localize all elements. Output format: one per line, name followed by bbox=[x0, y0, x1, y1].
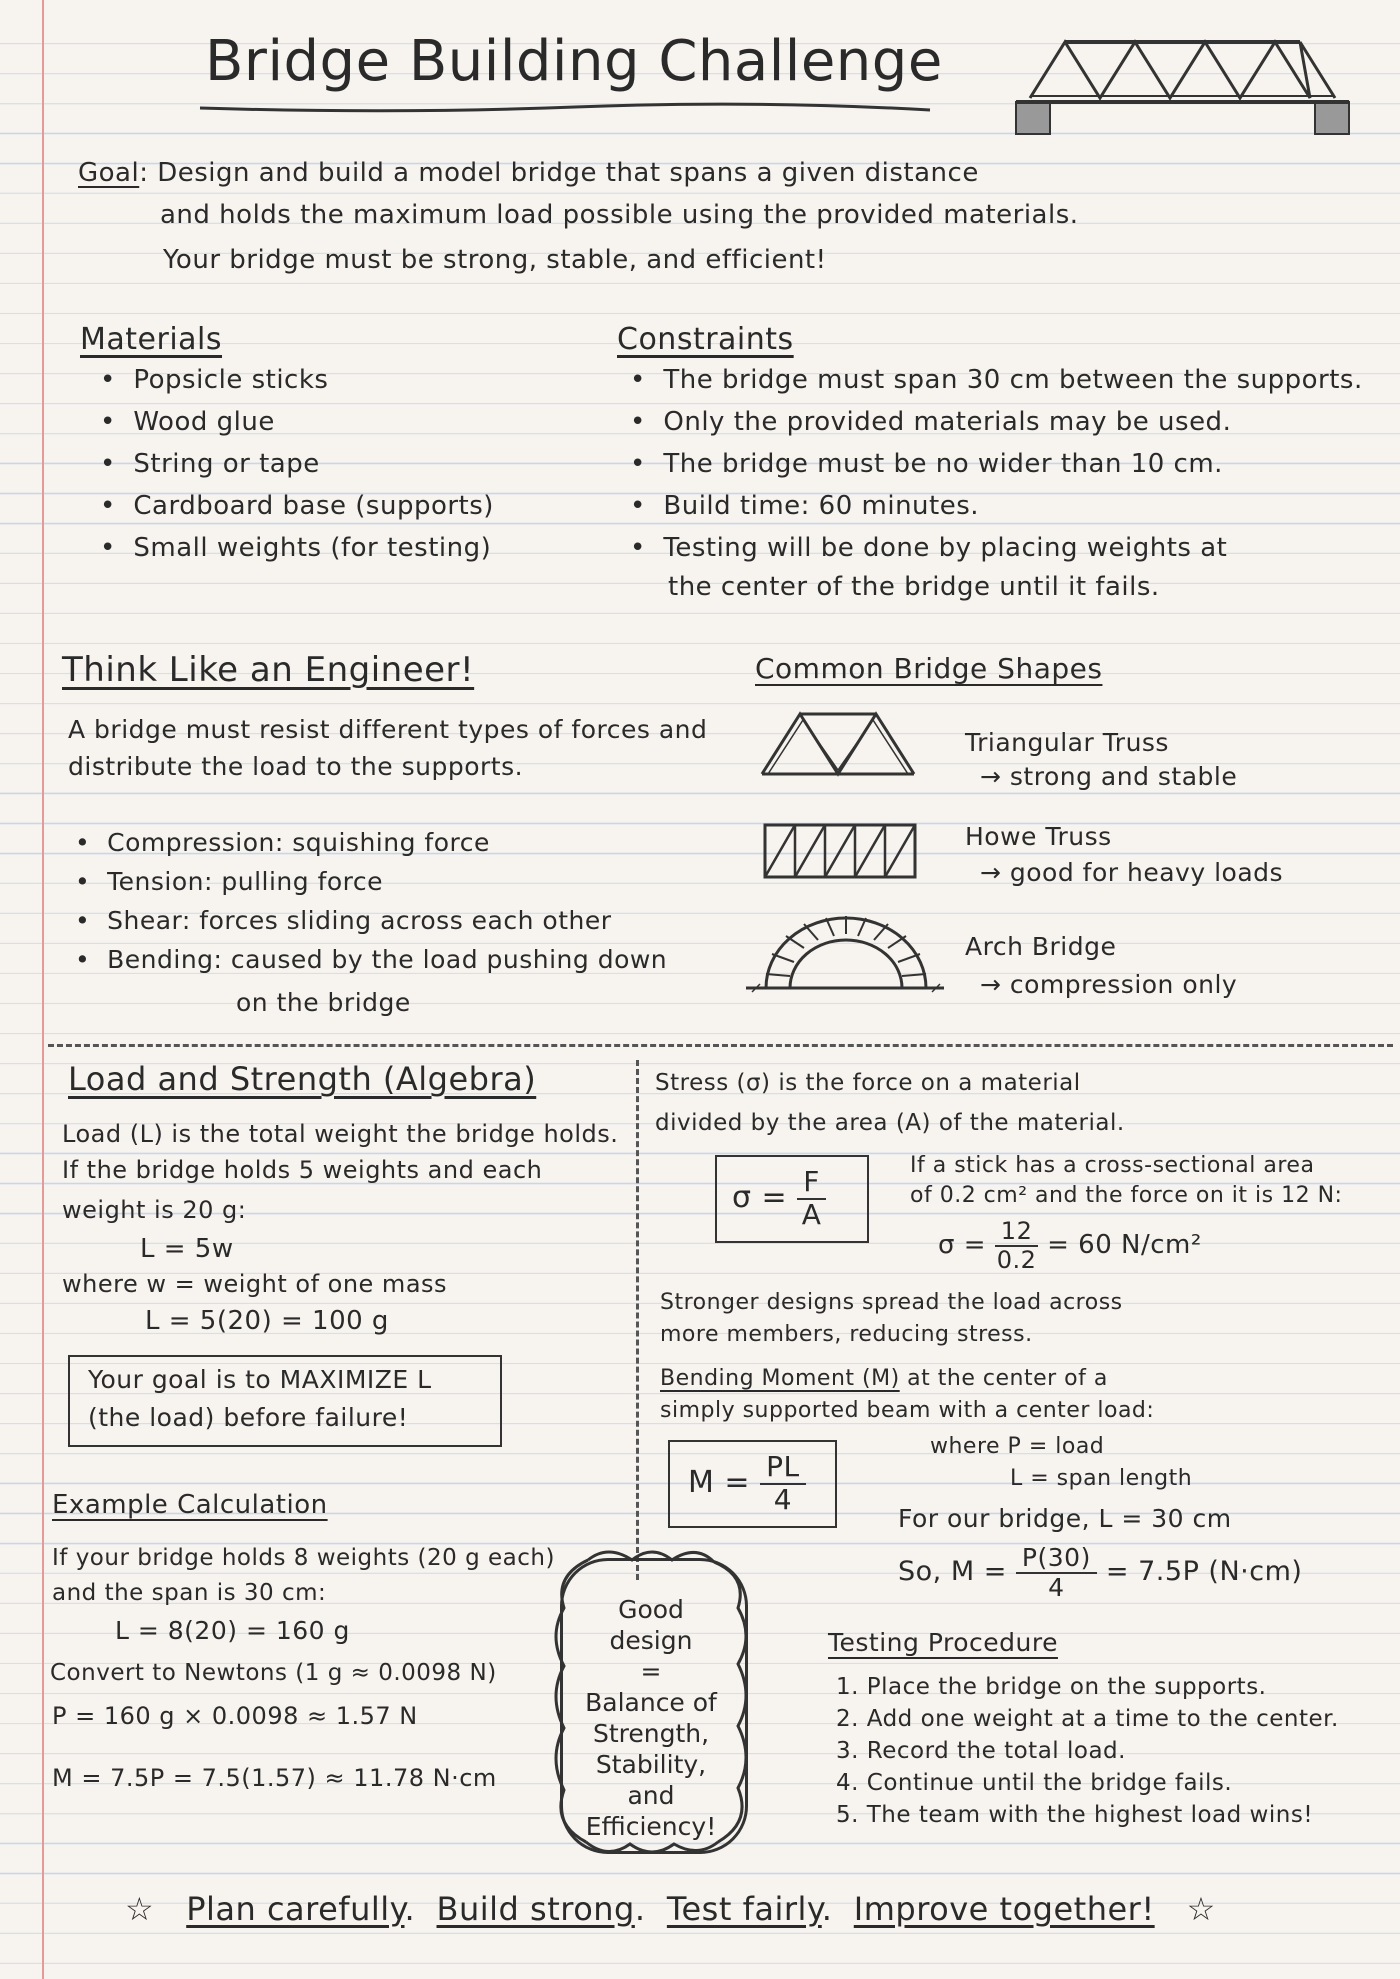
shape-name: Arch Bridge bbox=[965, 932, 1117, 961]
example-convert: Convert to Newtons (1 g ≈ 0.0098 N) bbox=[50, 1660, 497, 1686]
title-underline bbox=[195, 102, 935, 118]
page-title: Bridge Building Challenge bbox=[205, 29, 943, 94]
materials-heading: Materials bbox=[80, 322, 223, 357]
list-item: • Testing will be done by placing weights at bbox=[630, 533, 1228, 563]
engineer-intro-line1: A bridge must resist different types of forces and bbox=[68, 715, 708, 744]
list-item: • The bridge must span 30 cm between the supports. bbox=[630, 365, 1363, 395]
list-item: • Wood glue bbox=[100, 407, 275, 437]
shapes-heading: Common Bridge Shapes bbox=[755, 652, 1103, 685]
list-item: • Tension: pulling force bbox=[75, 867, 384, 896]
notebook-margin-line bbox=[42, 0, 44, 1979]
cloud-line: design bbox=[609, 1626, 693, 1655]
stress-text-line1: Stress (σ) is the force on a material bbox=[655, 1070, 1081, 1096]
moment-where-p: where P = load bbox=[930, 1434, 1105, 1459]
section-divider-vertical bbox=[636, 1060, 639, 1580]
list-item: • String or tape bbox=[100, 449, 320, 479]
algebra-text-line2: If the bridge holds 5 weights and each bbox=[62, 1156, 543, 1184]
engineer-heading: Think Like an Engineer! bbox=[62, 650, 475, 690]
algebra-text-line1: Load (L) is the total weight the bridge holds. bbox=[62, 1120, 619, 1148]
testing-heading: Testing Procedure bbox=[828, 1628, 1058, 1657]
list-item: • Bending: caused by the load pushing down bbox=[75, 945, 668, 974]
star-icon: ☆ bbox=[125, 1890, 155, 1928]
equation: L = 5(20) = 100 g bbox=[145, 1306, 389, 1336]
footer-motto: ☆ Plan carefully. Build strong. Test fairly. Improve together! ☆ bbox=[125, 1890, 1216, 1928]
equation: P = 160 g × 0.0098 ≈ 1.57 N bbox=[52, 1702, 418, 1730]
stress-note-line2: more members, reducing stress. bbox=[660, 1322, 1033, 1347]
triangular-truss-icon bbox=[758, 706, 918, 780]
algebra-where: where w = weight of one mass bbox=[62, 1270, 448, 1298]
algebra-text-line3: weight is 20 g: bbox=[62, 1196, 247, 1224]
star-icon: ☆ bbox=[1186, 1890, 1216, 1928]
moment-text-line1: Bending Moment (M) at the center of a bbox=[660, 1366, 1108, 1391]
cloud-line: = bbox=[640, 1657, 662, 1686]
testing-step: 1. Place the bridge on the supports. bbox=[836, 1674, 1267, 1700]
list-item: • The bridge must be no wider than 10 cm. bbox=[630, 449, 1223, 479]
stress-example-line2: of 0.2 cm² and the force on it is 12 N: bbox=[910, 1183, 1343, 1208]
goal-text-line2: and holds the maximum load possible using the provided materials. bbox=[160, 200, 1079, 230]
stress-example-equation: σ = $\frac{12}{0.2}$ = 60 N/cm² bbox=[938, 1217, 1202, 1274]
goal-label: Goal: Design and build a model bridge that spans a given distance bbox=[78, 158, 979, 188]
howe-truss-icon bbox=[762, 822, 918, 882]
shape-name: Triangular Truss bbox=[965, 728, 1169, 757]
equation: L = 8(20) = 160 g bbox=[115, 1616, 350, 1645]
testing-step: 4. Continue until the bridge fails. bbox=[836, 1770, 1233, 1796]
list-item-continuation: on the bridge bbox=[236, 988, 411, 1017]
testing-step: 2. Add one weight at a time to the center. bbox=[836, 1706, 1339, 1732]
algebra-heading: Load and Strength (Algebra) bbox=[68, 1060, 537, 1098]
truss-bridge-illustration bbox=[1010, 30, 1355, 140]
cloud-line: Good bbox=[618, 1595, 684, 1624]
equation: L = 5w bbox=[140, 1234, 234, 1264]
goal-text-line3: Your bridge must be strong, stable, and efficient! bbox=[163, 245, 827, 275]
goal-callout-line2: (the load) before failure! bbox=[88, 1403, 409, 1432]
testing-step: 3. Record the total load. bbox=[836, 1738, 1126, 1764]
list-item: • Compression: squishing force bbox=[75, 828, 490, 857]
engineer-intro-line2: distribute the load to the supports. bbox=[68, 752, 524, 781]
stress-formula: σ = $\frac{F}{A}$ bbox=[732, 1163, 826, 1233]
shape-description: → strong and stable bbox=[980, 762, 1238, 791]
list-item-continuation: the center of the bridge until it fails. bbox=[668, 572, 1160, 602]
stress-note-line1: Stronger designs spread the load across bbox=[660, 1290, 1123, 1315]
cloud-line: and bbox=[627, 1781, 675, 1810]
list-item: • Popsicle sticks bbox=[100, 365, 329, 395]
goal-callout-line1: Your goal is to MAXIMIZE L bbox=[88, 1365, 432, 1394]
example-heading: Example Calculation bbox=[52, 1490, 328, 1520]
equation: M = 7.5P = 7.5(1.57) ≈ 11.78 N·cm bbox=[52, 1764, 497, 1792]
list-item: • Shear: forces sliding across each other bbox=[75, 906, 612, 935]
list-item: • Small weights (for testing) bbox=[100, 533, 492, 563]
shape-description: → good for heavy loads bbox=[980, 858, 1284, 887]
cloud-line: Stability, bbox=[595, 1750, 707, 1779]
example-text-line1: If your bridge holds 8 weights (20 g each) bbox=[52, 1545, 555, 1571]
moment-so-equation: So, M = $\frac{P(30)}{4}$ = 7.5P (N·cm) bbox=[898, 1543, 1303, 1602]
cloud-line: Strength, bbox=[592, 1719, 710, 1748]
shape-description: → compression only bbox=[980, 970, 1238, 999]
moment-where-l: L = span length bbox=[1010, 1466, 1193, 1491]
moment-text-line2: simply supported beam with a center load: bbox=[660, 1398, 1155, 1423]
arch-bridge-icon bbox=[742, 902, 948, 996]
example-text-line2: and the span is 30 cm: bbox=[52, 1580, 327, 1606]
section-divider-horizontal bbox=[48, 1044, 1393, 1047]
moment-formula: M = $\frac{PL}{4}$ bbox=[688, 1448, 806, 1518]
stress-text-line2: divided by the area (A) of the material. bbox=[655, 1110, 1125, 1136]
shape-name: Howe Truss bbox=[965, 822, 1112, 851]
stress-example-line1: If a stick has a cross-sectional area bbox=[910, 1153, 1315, 1178]
testing-step: 5. The team with the highest load wins! bbox=[836, 1802, 1314, 1828]
cloud-line: Balance of bbox=[585, 1688, 717, 1717]
cloud-line: Efficiency! bbox=[585, 1812, 717, 1841]
moment-ours: For our bridge, L = 30 cm bbox=[898, 1504, 1232, 1533]
list-item: • Cardboard base (supports) bbox=[100, 491, 494, 521]
constraints-heading: Constraints bbox=[617, 322, 794, 357]
list-item: • Only the provided materials may be used. bbox=[630, 407, 1232, 437]
list-item: • Build time: 60 minutes. bbox=[630, 491, 980, 521]
